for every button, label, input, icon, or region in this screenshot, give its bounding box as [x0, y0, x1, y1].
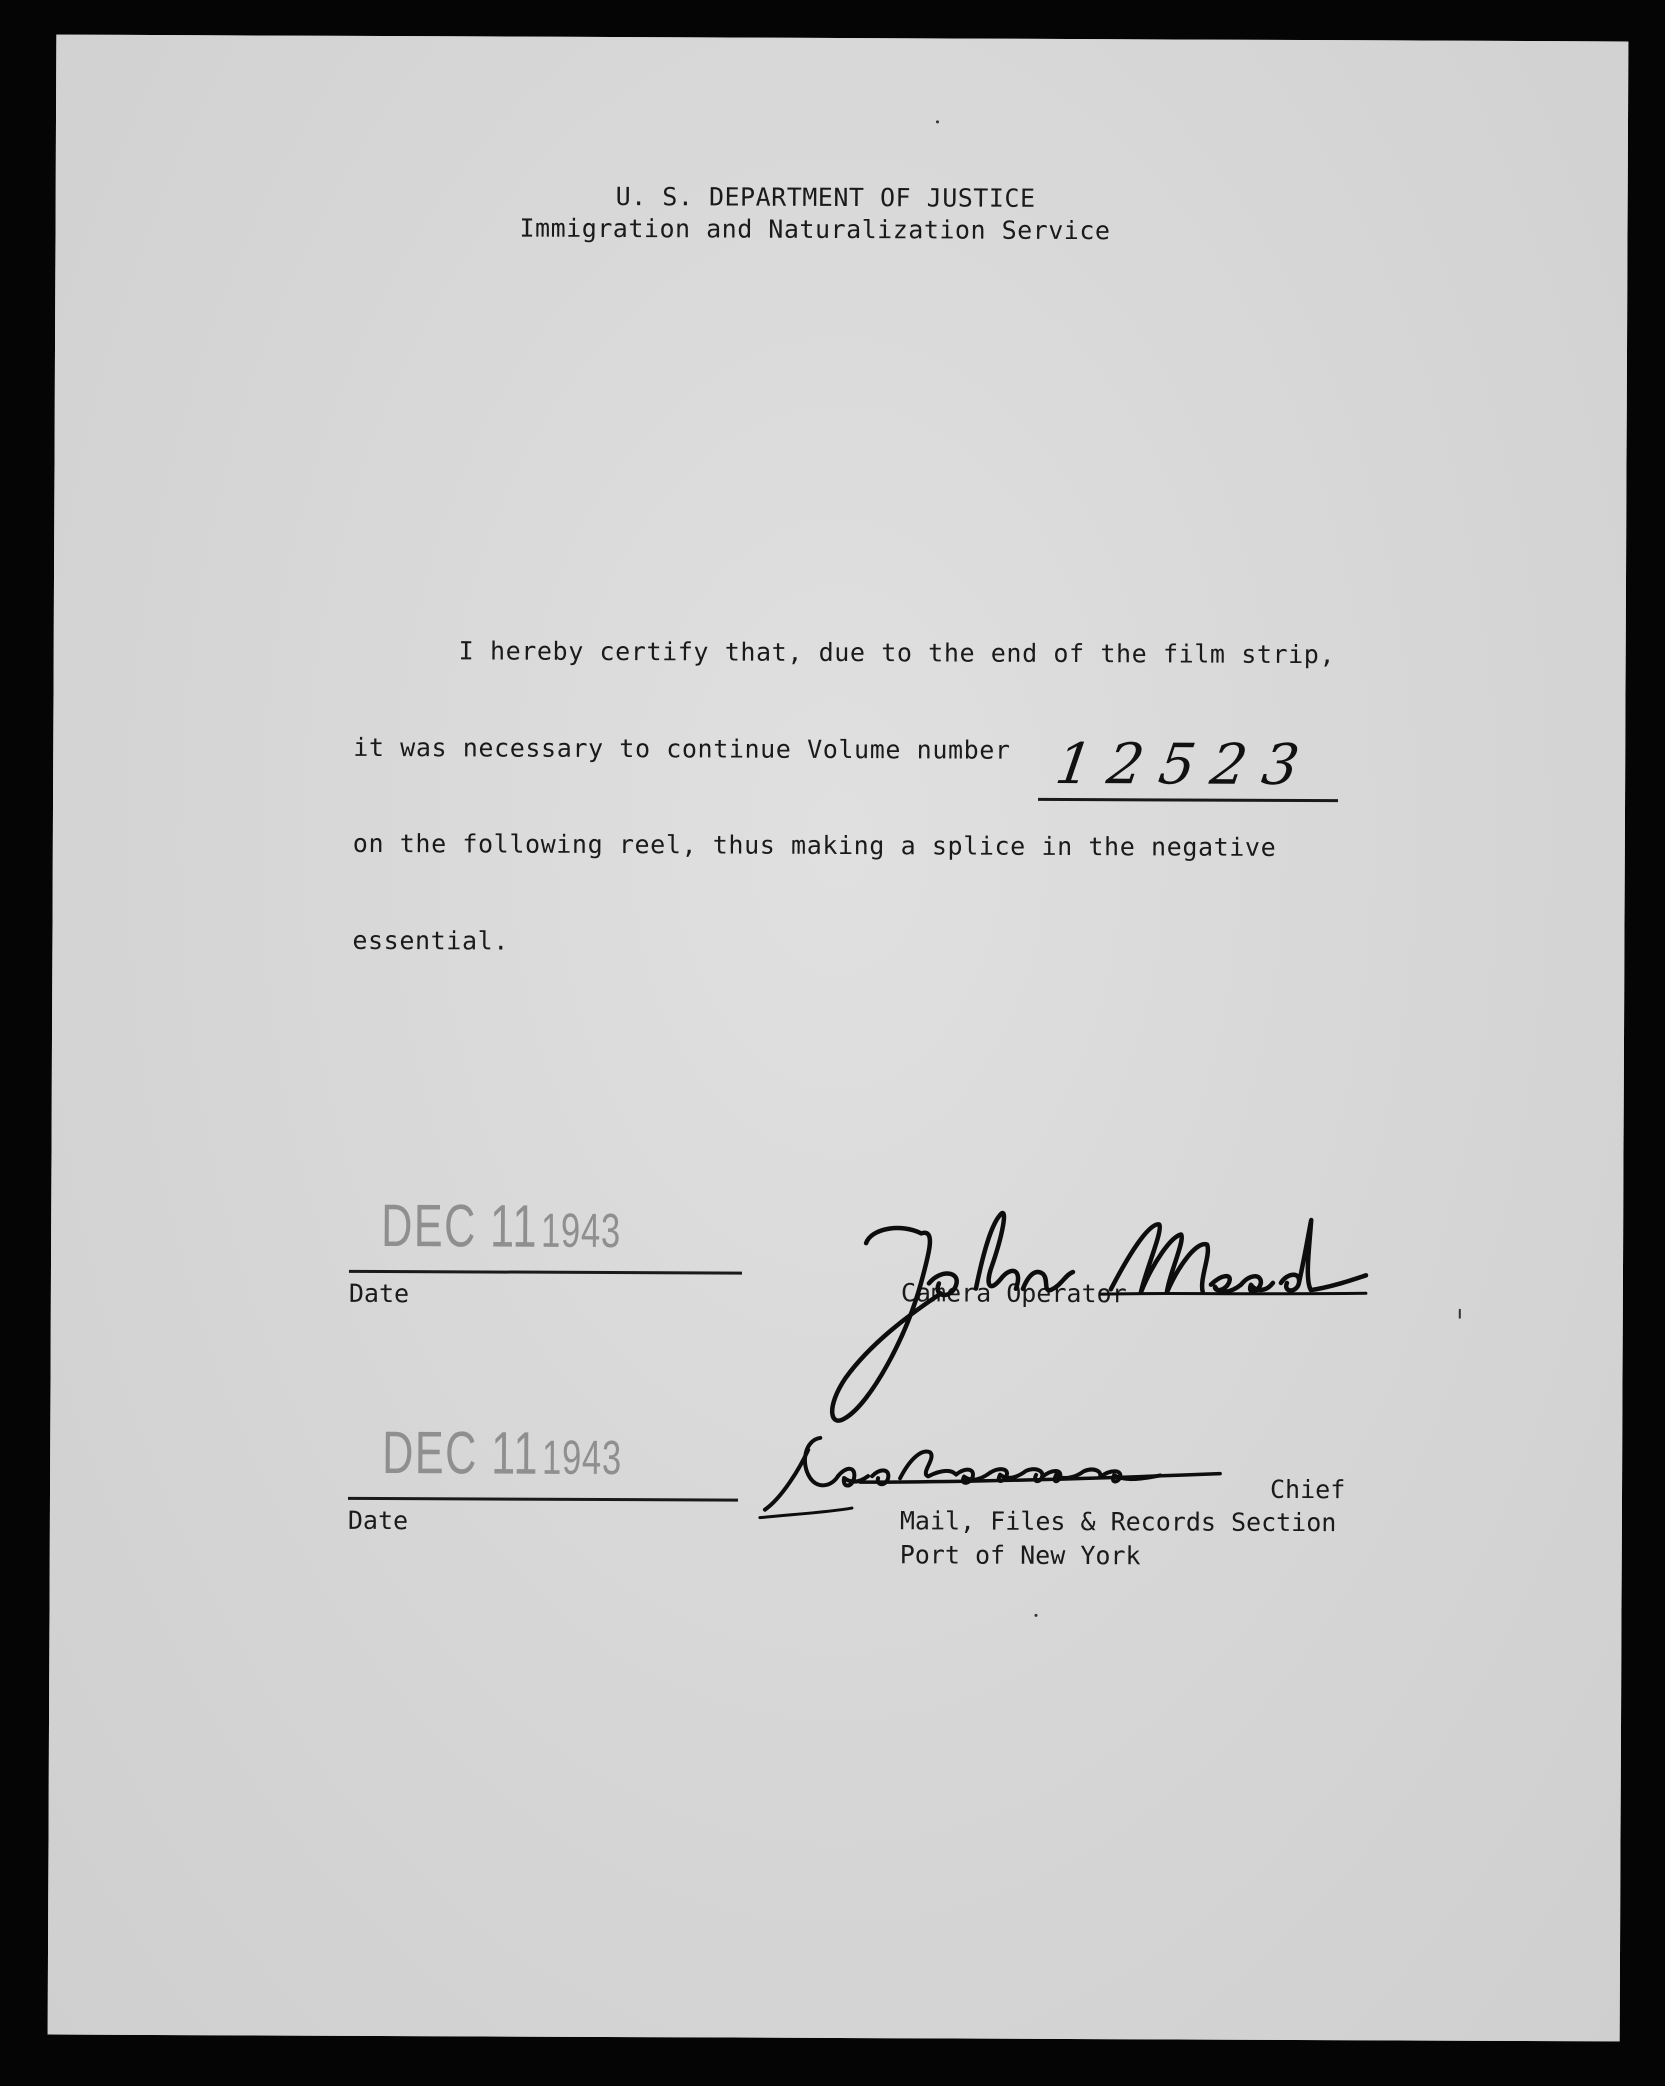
paper-speck: [1034, 1614, 1037, 1617]
camera-date-label: Date: [348, 1278, 410, 1309]
section-label: Mail, Files & Records Section: [899, 1506, 1337, 1538]
certificate-line-3: on the following reel, thus making a splice in the negative: [352, 828, 1277, 862]
service-heading: Immigration and Naturalization Service: [519, 213, 1111, 246]
camera-date-stamp-year: 1943: [540, 1204, 621, 1259]
camera-date-line: [349, 1270, 742, 1275]
camera-date-stamp-day: DEC 11: [381, 1192, 539, 1260]
certificate-page: [48, 35, 1629, 2042]
certificate-line-1: I hereby certify that, due to the end of the film strip,: [458, 636, 1336, 670]
port-label: Port of New York: [899, 1540, 1141, 1571]
volume-number-underline: [1038, 798, 1338, 802]
certificate-line-2: it was necessary to continue Volume number: [353, 732, 1011, 765]
chief-title-label: Chief: [1269, 1474, 1346, 1505]
chief-date-stamp: [382, 1418, 622, 1488]
john-mead-signature: [810, 1173, 1371, 1435]
department-heading: U. S. DEPARTMENT OF JUSTICE: [615, 182, 1036, 213]
paper-speck: [936, 120, 939, 123]
chief-signature: [760, 1418, 1280, 1530]
chief-date-stamp-day: DEC 11: [382, 1419, 540, 1487]
certificate-line-4: essential.: [352, 925, 509, 956]
paper-mark: [1459, 1309, 1461, 1319]
camera-date-stamp: [381, 1191, 621, 1261]
camera-operator-label: Camera Operator: [900, 1278, 1127, 1309]
volume-number-field: [1038, 731, 1338, 802]
chief-date-label: Date: [347, 1505, 409, 1536]
volume-number-handwritten: 12523: [1051, 731, 1320, 799]
chief-date-line: [348, 1497, 738, 1502]
chief-date-stamp-year: 1943: [541, 1431, 622, 1486]
